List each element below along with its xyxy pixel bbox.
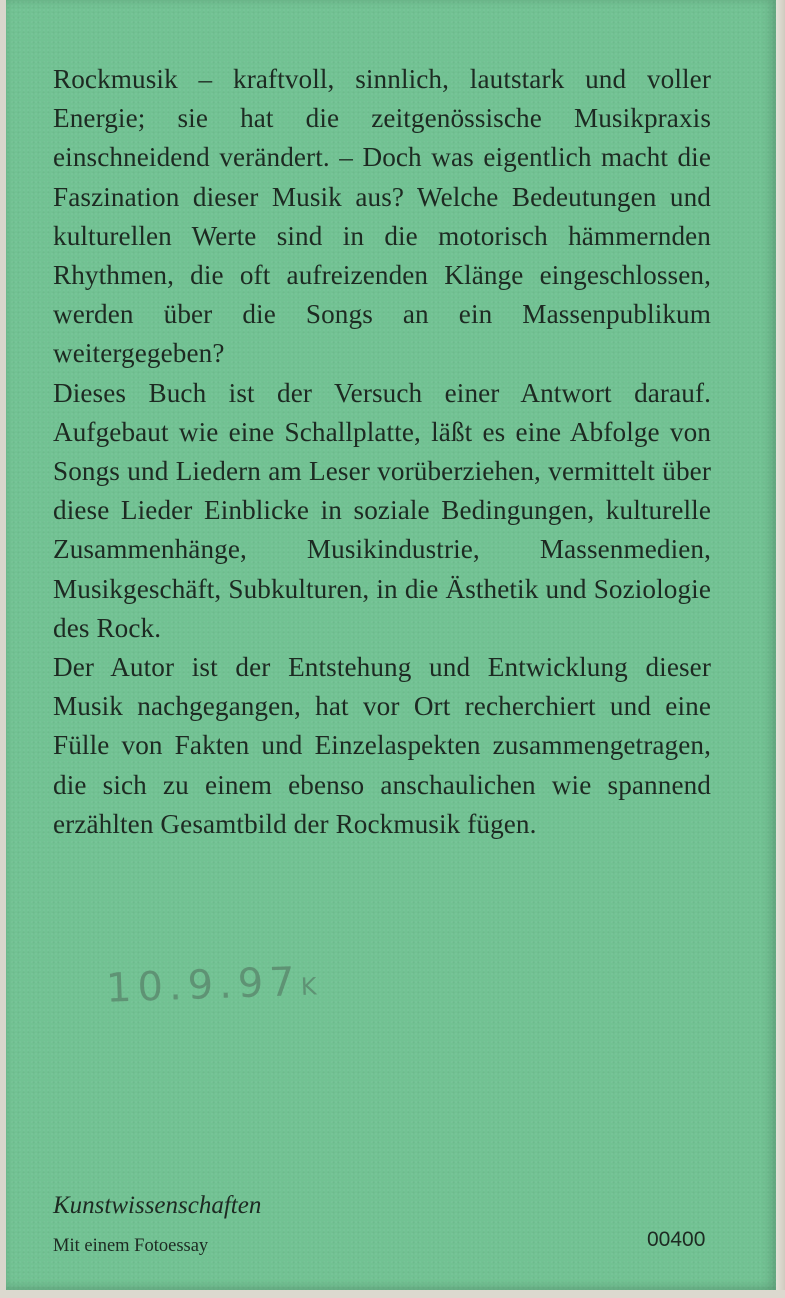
page-edge-bottom — [0, 1290, 785, 1298]
blurb-paragraph-2: Dieses Buch ist der Versuch einer Antwort darauf. Aufgebaut wie eine Schallplatte, läßt es eine Abfolge von Songs und Liedern am Leser vorüberziehen, vermittelt über diese Lieder Einblicke in soziale Bedingungen, kulturelle Zusammenhänge, Musikindustrie, Massenmedien, Musikgeschäft, Subkulturen, in die Ästhetik und Soziologie des Rock. — [53, 377, 711, 643]
pencil-price-note — [105, 958, 323, 1012]
blurb-paragraph-3: Der Autor ist der Entstehung und Entwicklung dieser Musik nachgegangen, hat vor Ort recherchiert und eine Fülle von Fakten und Einzelaspekten zusammengetragen, die sich zu einem ebenso anschaulichen wie spannend erzählten Gesamtbild der Rockmusik fügen. — [53, 652, 711, 839]
page-edge-right — [776, 0, 785, 1298]
pencil-note-main: 10.9.97 — [105, 958, 302, 1012]
blurb-paragraph-1: Rockmusik – kraftvoll, sinnlich, lautstark und voller Energie; sie hat die zeitgenössische Musikpraxis einschneidend verändert. – Doch was eigentlich macht die Faszination dieser Musik aus? Welche Bedeutungen und kulturellen Werte sind in die motorisch hämmernden Rhythmen, die oft aufreizenden Klänge eingeschlossen, werden über die Songs an ein Massenpublikum weitergegeben? — [53, 64, 711, 369]
book-back-cover — [6, 0, 776, 1290]
pencil-note-suffix: K — [300, 972, 324, 1001]
series-label: Kunstwissenschaften — [53, 1192, 262, 1219]
blurb-text — [53, 60, 711, 844]
subtitle-label: Mit einem Fotoessay — [53, 1236, 209, 1256]
catalog-number: 00400 — [647, 1228, 706, 1251]
